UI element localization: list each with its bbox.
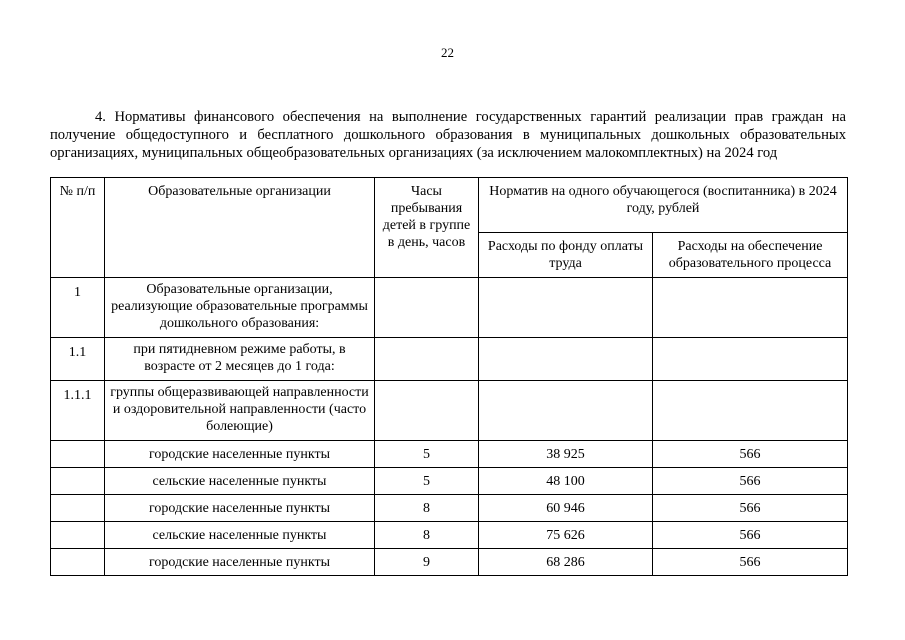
row-organization: сельские населенные пункты — [105, 522, 375, 549]
row-process: 566 — [653, 441, 848, 468]
row-organization: сельские населенные пункты — [105, 468, 375, 495]
row-num — [51, 495, 105, 522]
row-process — [653, 278, 848, 338]
section-heading: 4. Нормативы финансового обеспечения на выполнение государственных гарантий реализации прав граждан на получение общедоступного и бесплатного дошкольного образования в муниципальных дошкольных образовательных организациях, муниципальных общеобразовательных организациях (за исключением малокомплектных) на 2024 год — [50, 109, 846, 161]
row-hours: 5 — [375, 468, 479, 495]
row-num — [51, 549, 105, 576]
row-labor: 60 946 — [479, 495, 653, 522]
row-hours: 8 — [375, 522, 479, 549]
row-num: 1.1.1 — [51, 381, 105, 441]
row-hours — [375, 381, 479, 441]
row-num — [51, 468, 105, 495]
row-organization: городские населенные пункты — [105, 549, 375, 576]
section-row — [51, 381, 848, 441]
row-organization: городские населенные пункты — [105, 441, 375, 468]
section-row — [51, 338, 848, 381]
row-num — [51, 441, 105, 468]
row-labor — [479, 381, 653, 441]
table-row — [51, 495, 848, 522]
section-row — [51, 278, 848, 338]
header-labor-costs: Расходы по фонду оплаты труда — [479, 233, 653, 278]
row-organization: при пятидневном режиме работы, в возрасте от 2 месяцев до 1 года: — [105, 338, 375, 381]
row-num — [51, 522, 105, 549]
row-process — [653, 381, 848, 441]
row-process: 566 — [653, 495, 848, 522]
row-process: 566 — [653, 468, 848, 495]
row-organization: городские населенные пункты — [105, 495, 375, 522]
row-num: 1 — [51, 278, 105, 338]
row-labor: 38 925 — [479, 441, 653, 468]
row-hours — [375, 278, 479, 338]
header-normative: Норматив на одного обучающегося (воспитанника) в 2024 году, рублей — [479, 178, 848, 233]
header-process-costs: Расходы на обеспечение образовательного процесса — [653, 233, 848, 278]
row-organization: группы общеразвивающей направленности и оздоровительной направленности (часто болеющие) — [105, 381, 375, 441]
table-row — [51, 441, 848, 468]
row-labor — [479, 338, 653, 381]
page-number: 22 — [441, 45, 454, 60]
row-process: 566 — [653, 522, 848, 549]
row-hours: 8 — [375, 495, 479, 522]
row-labor — [479, 278, 653, 338]
table-row — [51, 549, 848, 576]
header-num: № п/п — [51, 178, 105, 278]
normatives-table — [50, 177, 848, 576]
row-hours: 9 — [375, 549, 479, 576]
row-hours: 5 — [375, 441, 479, 468]
row-process — [653, 338, 848, 381]
header-organizations: Образовательные организации — [105, 178, 375, 278]
row-hours — [375, 338, 479, 381]
row-labor: 48 100 — [479, 468, 653, 495]
table-row — [51, 468, 848, 495]
table-row — [51, 522, 848, 549]
header-hours: Часы пребывания детей в группе в день, часов — [375, 178, 479, 278]
row-process: 566 — [653, 549, 848, 576]
row-organization: Образовательные организации, реализующие образовательные программы дошкольного образования: — [105, 278, 375, 338]
row-labor: 68 286 — [479, 549, 653, 576]
row-labor: 75 626 — [479, 522, 653, 549]
row-num: 1.1 — [51, 338, 105, 381]
